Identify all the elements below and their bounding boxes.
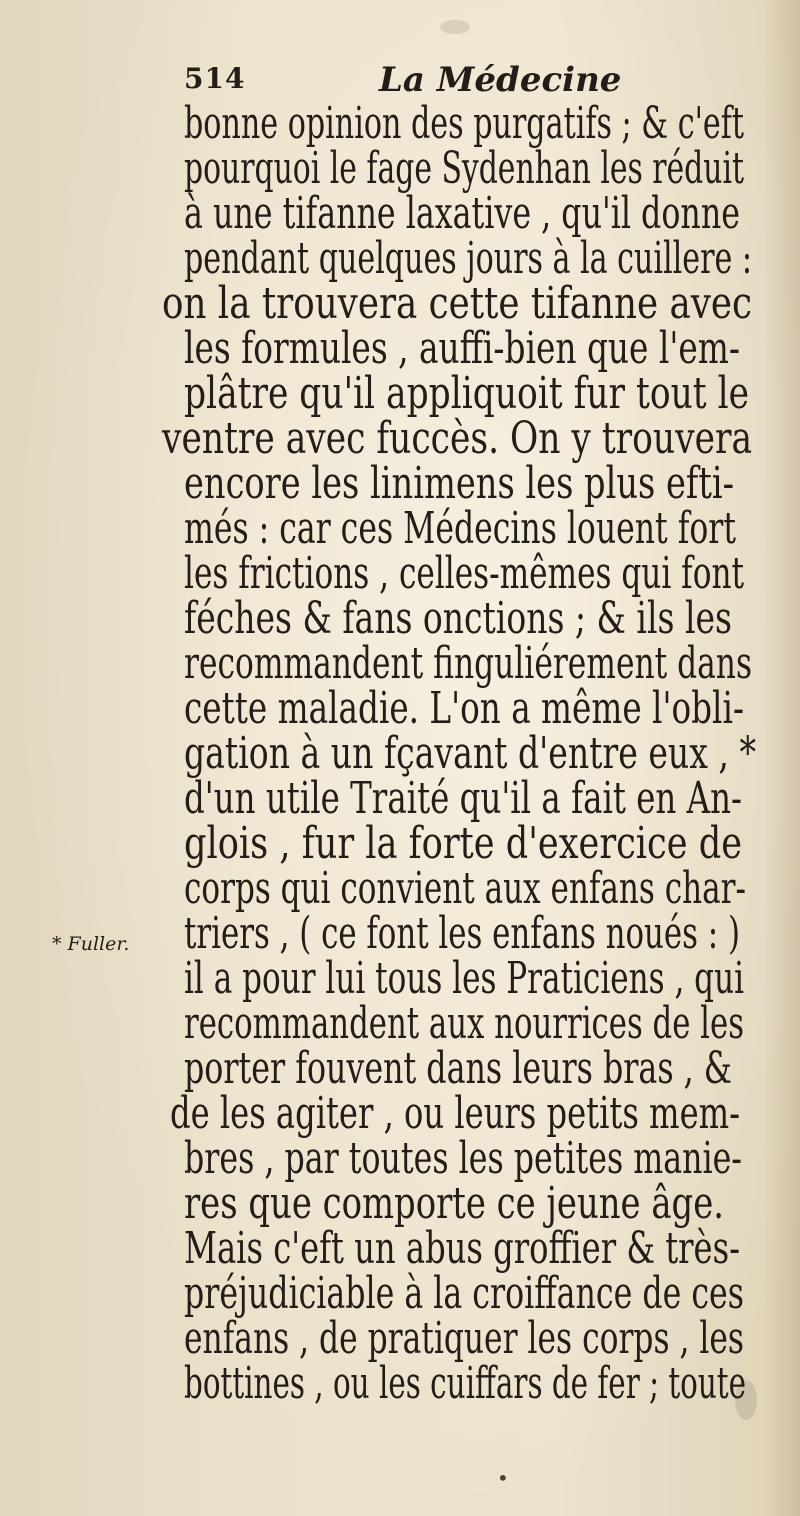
ink-smudge: [440, 20, 470, 34]
catch-mark: •: [497, 1466, 509, 1490]
page-header: [184, 62, 744, 102]
running-head: La Médecine: [379, 60, 622, 100]
page-number: 514: [184, 62, 246, 95]
book-page: 514 La Médecine bonne opinion des purgatifs ; & c'eft pourquoi le fage Sydenhan les réduit à une tifanne laxative , qu'il donne pendant quelques jours à la cuillere : on la trouvera cette tifanne avec les formules , auffi-bien que l'em- plâtre qu'il appliquoit fur tout le ventre avec fuccès. On y trouvera encore les linimens les plus efti- més : car ces Médecins louent fort les frictions , celles-mêmes qui font féches & fans onctions ; & ils les recommandent finguliérement dans cette maladie. L'on a même l'obli- gation à un fçavant d'entre eux , * d'un utile Traité qu'il a fait en An- glois , fur la forte d'exercice de corps qui convient aux enfans char- triers , ( ce font les enfans noués : ) il a pour lui tous les Praticiens , qui recommandent aux nourrices de les porter fouvent dans leurs bras , & de les agiter , ou leurs petits mem- bres , par toutes les petites manie- res que comporte ce jeune âge. Mais c'eft un abus groffier & très- préjudiciable à la croiffance de ces enfans , de pratiquer les corps , les bottines , ou les cuiffars de fer ; toute * Fuller. •: [0, 0, 800, 1516]
margin-note: * Fuller.: [52, 933, 130, 955]
page-edge-shadow: [764, 0, 800, 1516]
